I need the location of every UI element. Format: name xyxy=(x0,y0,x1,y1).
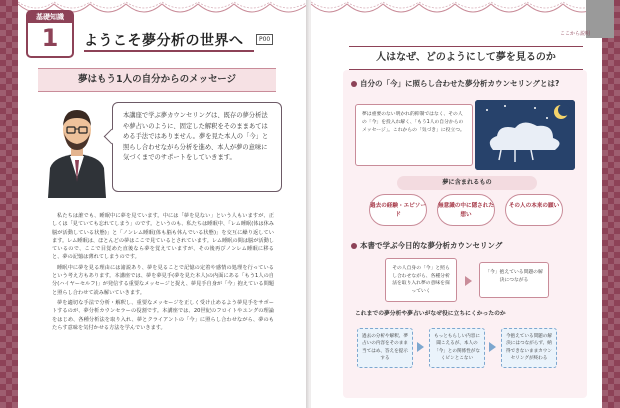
badge-label: 基礎知識 xyxy=(28,12,72,23)
paragraph: 睡眠中に夢を見る理由には諸説あり、夢を見ることで記憶の定着や感情の処理を行っているという考え方もあります。本講座では、夢を夢見手(夢を見た本人)の内面にある「もう1人の自分(ハイヤーセルフ)」が発信する重要なメッセージと捉え、夢見手自身が「今」抱えている問題と照らし合わせて読み解いていきます。 xyxy=(52,264,274,296)
issue-card-2: もっともらしい内容に聞こえるが、本人の「今」との関係性がなくピンとこない xyxy=(429,328,485,368)
chapter-badge xyxy=(26,10,74,58)
dream-cloud-illustration xyxy=(475,100,575,170)
page-tag: P00 xyxy=(256,34,273,45)
question-heading-1 xyxy=(351,78,559,89)
corner-link: ここから説明 xyxy=(559,31,590,37)
question-text: 本書で学ぶ今日的な夢分析カウンセリング xyxy=(360,241,503,250)
paragraph: 夢を適切な手法で分析・解釈し、重要なメッセージを正しく受け止めるよう夢見手をサポートするのが、夢分析カウンセラーの役割です。本講座では、20世紀のフロイトやユングの理論をはじめ、各種分析法を取り入れ、夢とクライアントの「今」に照らし合わせながら、夢のもたらす意味を気付かせる方法を学んでいきます。 xyxy=(52,299,274,331)
arrow-right-icon xyxy=(417,342,424,352)
left-page xyxy=(0,0,308,408)
definition-card: 夢は重要のない明かれ的抑制ではなく、その人の「今」を投入れ解く、「もう1人の自分からのメッセージ」。これからの「気づき」に役立つ。 xyxy=(355,104,473,166)
question-text: 自分の「今」に照らし合わせた夢分析カウンセリングとは? xyxy=(360,79,560,88)
argyle-band-right xyxy=(602,0,620,408)
arrow-right-icon xyxy=(489,342,496,352)
argyle-band-left xyxy=(0,0,18,408)
contents-label: 夢に含まれるもの xyxy=(397,176,537,190)
question-heading-2 xyxy=(351,240,502,251)
garland-decoration xyxy=(311,0,602,26)
right-heading: 人はなぜ、どのようにして夢を見るのか xyxy=(349,46,583,70)
bullet-dot-icon xyxy=(351,81,357,87)
speech-bubble: 本講座で学ぶ夢カウンセリングは、既存の夢分析法や夢占いのように、固定した解釈をそのままあてはめる手法ではありません。夢を見た本人の「今」と照らし合わせながら分析を進め、本人が夢の意味に気づくまでのサポートをしていきます。 xyxy=(112,102,282,192)
right-page xyxy=(311,0,620,408)
content-oval-unconscious: 無意識の中に隠された想い xyxy=(437,194,495,226)
issue-card-3: 今抱えている問題の解決にはつながらず、納得できないままカウンセリングが終わる xyxy=(501,328,557,368)
corner-tab xyxy=(586,0,614,38)
issue-card-1: 過去の分析や解釈、夢占いの内容をそのまま当てはめ、答えを提示する xyxy=(357,328,413,368)
body-text xyxy=(52,212,274,334)
paragraph: 私たちは誰でも、睡眠中に夢を見ています。中には「夢を見ない」という人もいますが、正しくは「見ていても忘れてしまう」のです。というのも、私たちは睡眠中、「レム睡眠(体は休み脳が活動している状態)」と「ノンレム睡眠(体も脳も休んでいる状態)」を交互に繰り返しています。レム睡眠は、ほとんどの夢はここで見ているとされています。レム睡眠の間は脳が活動しているので、ここで目覚めた直後なら夢を覚えていますが、その後再びノンレム睡眠に移ると、夢の記憶は薄れてしまうのです。 xyxy=(52,213,274,261)
section-banner: 夢はもう1人の自分からのメッセージ xyxy=(38,68,276,92)
bullet-dot-icon xyxy=(351,243,357,249)
page-title: ようこそ夢分析の世界へ xyxy=(84,33,244,49)
title-underline xyxy=(84,50,254,52)
content-oval-wish: その人の本来の願い xyxy=(505,194,563,226)
step-card-result: 「今」抱えている問題の解決につながる xyxy=(479,262,549,298)
arrow-right-icon xyxy=(465,276,472,286)
comparison-subheading: これまでの夢分析や夢占いがなぜ役に立ちにくかったのか xyxy=(355,311,506,317)
badge-number: 1 xyxy=(41,24,59,52)
counselor-illustration xyxy=(42,98,112,198)
content-oval-past: 過去の経験・エピソード xyxy=(369,194,427,226)
step-card-method: その人自身の「今」と照らし合わせながら、各種分析法を取り入れ夢の意味を探っていく xyxy=(385,258,457,302)
